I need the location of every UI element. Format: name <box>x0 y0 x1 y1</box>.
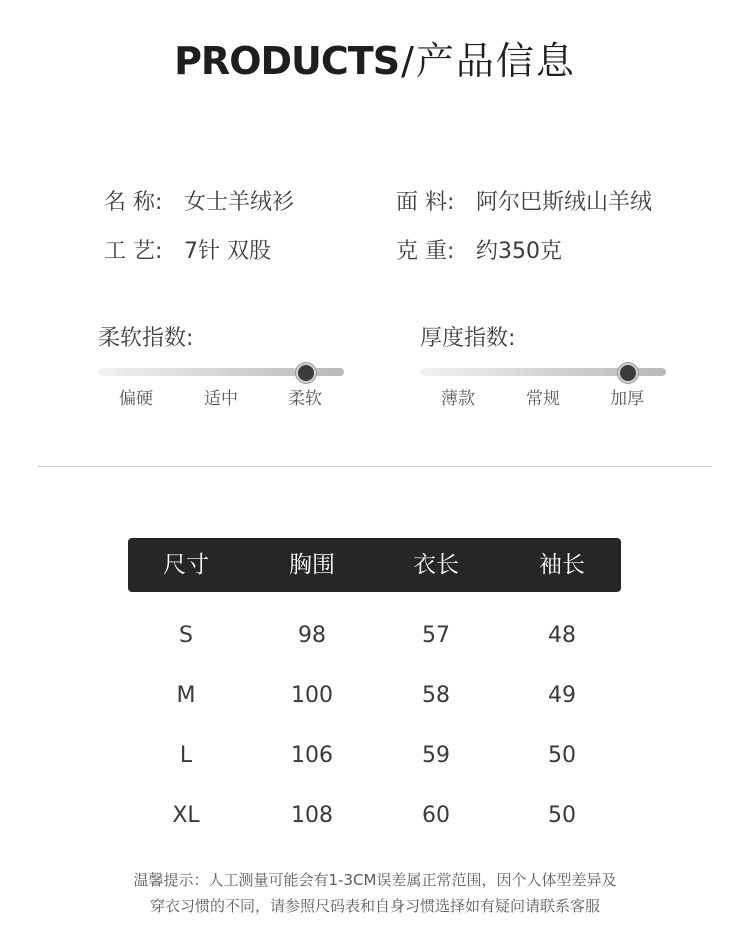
info-fabric-value: 阿尔巴斯绒山羊绒 <box>476 190 653 215</box>
table-cell: 50 <box>548 803 576 828</box>
softness-tick: 偏硬 <box>119 389 153 409</box>
table-header-cell: 胸围 <box>289 552 335 578</box>
info-name-value: 女士羊绒衫 <box>184 190 295 215</box>
softness-slider-knob <box>296 363 316 383</box>
info-weight-label: 克 重: <box>396 239 455 264</box>
table-cell: 98 <box>298 623 326 648</box>
page-title <box>0 36 750 86</box>
thickness-tick: 加厚 <box>610 389 644 409</box>
table-header-cell: 袖长 <box>539 552 585 578</box>
table-cell: 50 <box>548 743 576 768</box>
table-cell: 100 <box>291 683 333 708</box>
table-cell: L <box>179 743 193 768</box>
section-divider <box>38 466 712 467</box>
table-cell: S <box>179 623 193 648</box>
info-weight <box>396 237 562 267</box>
info-name-label: 名 称: <box>104 190 163 215</box>
page-title-zh: 产品信息 <box>415 39 576 83</box>
table-cell: XL <box>172 803 200 828</box>
table-cell: 48 <box>548 623 576 648</box>
table-cell: 60 <box>422 803 450 828</box>
page-title-en: PRODUCTS <box>174 39 400 83</box>
measurement-note-line: 穿衣习惯的不同，请参照尺码表和自身习惯选择如有疑问请联系客服 <box>149 897 600 915</box>
softness-tick: 柔软 <box>288 389 322 409</box>
table-cell: M <box>176 683 196 708</box>
table-cell: 108 <box>291 803 333 828</box>
table-cell: 57 <box>422 623 450 648</box>
thickness-tick: 薄款 <box>441 389 475 409</box>
softness-label: 柔软指数: <box>98 326 194 351</box>
softness-tick: 适中 <box>204 389 238 409</box>
info-fabric <box>396 188 652 218</box>
table-header-cell: 尺寸 <box>163 552 209 578</box>
table-cell: 49 <box>548 683 576 708</box>
info-craft <box>104 237 271 267</box>
measurement-note-line: 温馨提示：人工测量可能会有1-3CM误差属正常范围，因个人体型差异及 <box>133 871 617 889</box>
table-cell: 58 <box>422 683 450 708</box>
table-header-cell: 衣长 <box>413 552 459 578</box>
info-craft-label: 工 艺: <box>104 239 163 264</box>
info-craft-value: 7针 双股 <box>184 239 271 264</box>
thickness-label: 厚度指数: <box>420 326 516 351</box>
table-cell: 59 <box>422 743 450 768</box>
size-table-header <box>128 538 621 592</box>
info-weight-value: 约350克 <box>476 239 562 264</box>
info-name <box>104 188 294 218</box>
page-title-separator: / <box>401 39 414 83</box>
thickness-slider-knob <box>618 363 638 383</box>
thickness-tick: 常规 <box>526 389 560 409</box>
info-fabric-label: 面 料: <box>396 190 455 215</box>
table-cell: 106 <box>291 743 333 768</box>
